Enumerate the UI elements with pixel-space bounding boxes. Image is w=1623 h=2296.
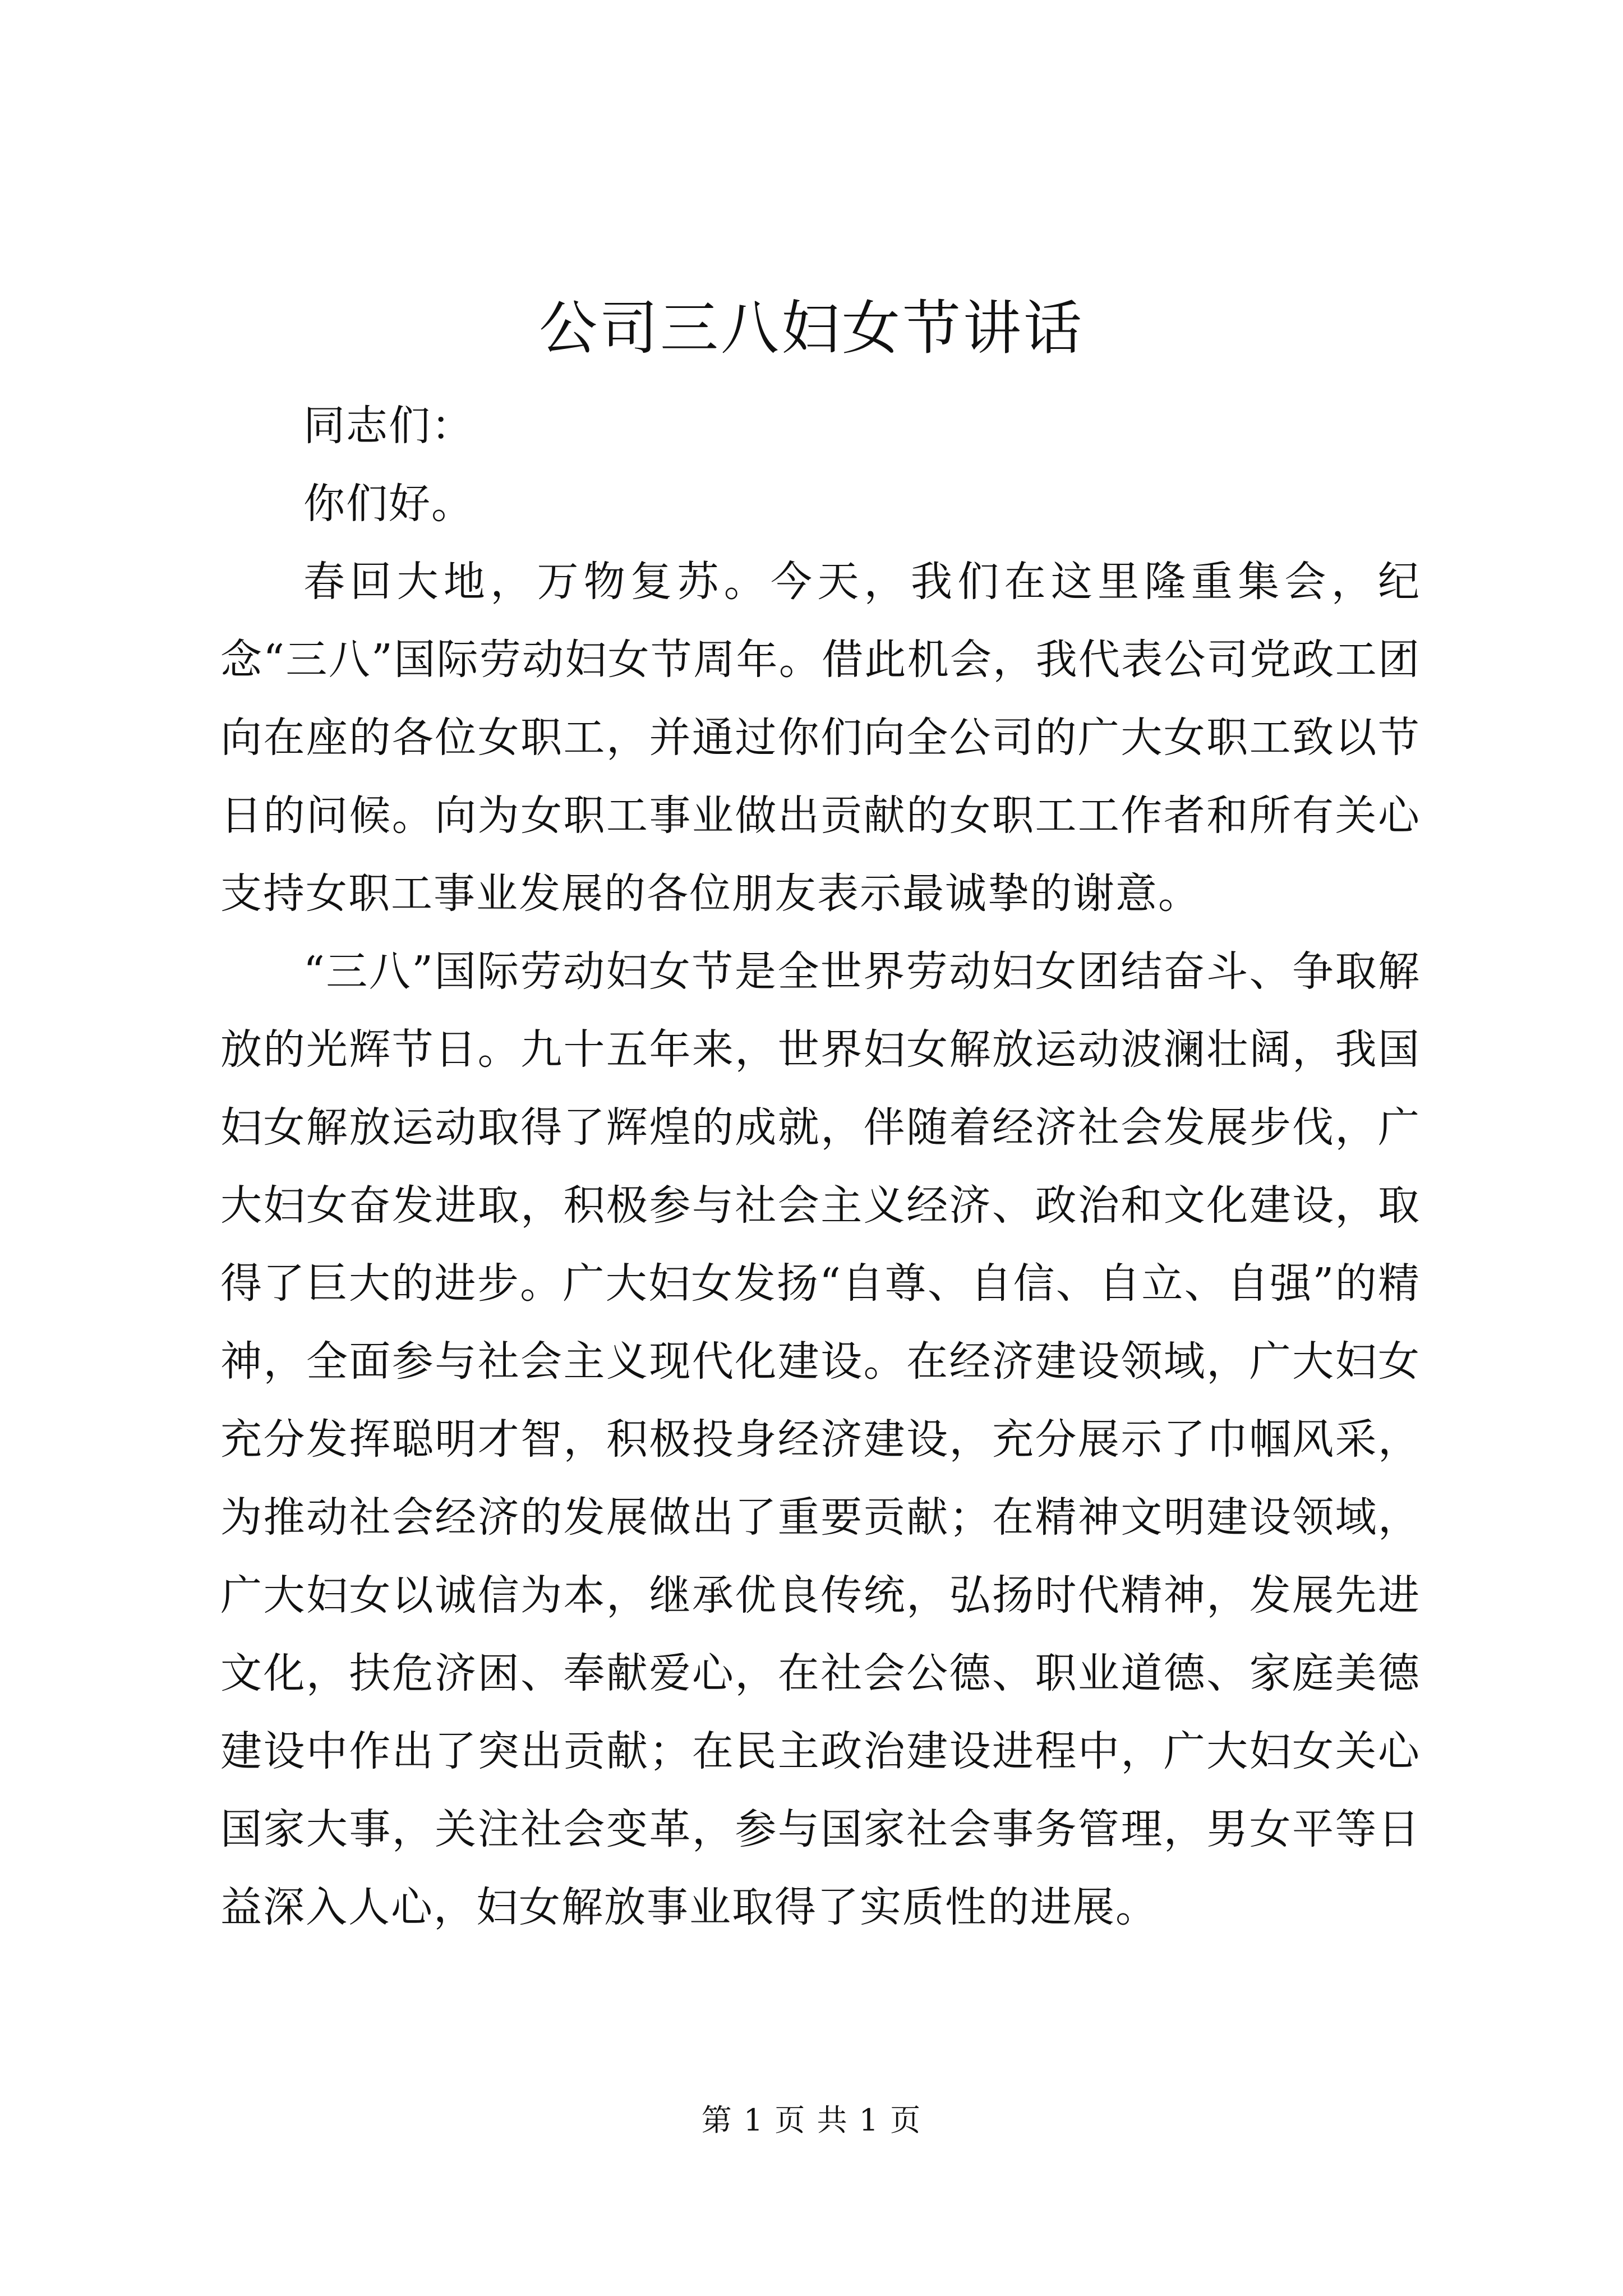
paragraph-intro: 春回大地，万物复苏。今天，我们在这里隆重集会，纪念“三八”国际劳动妇女节周年。借此机会，我代表公司党政工团向在座的各位女职工，并通过你们向全公司的广大女职工致以节日的问候。向为女职工事业做出贡献的女职工工作者和所有关心支持女职工事业发展的各位朋友表示最诚挚的谢意。 bbox=[220, 558, 1421, 918]
greeting: 你们好。 bbox=[303, 480, 474, 528]
page-number-footer: 第 1 页 共 1 页 bbox=[701, 2102, 922, 2138]
salutation: 同志们： bbox=[303, 402, 474, 450]
document-title: 公司三八妇女节讲话 bbox=[538, 294, 1084, 362]
document-body bbox=[220, 387, 1421, 1947]
paragraph-history: “三八”国际劳动妇女节是全世界劳动妇女团结奋斗、争取解放的光辉节日。九十五年来，世界妇女解放运动波澜壮阔，我国妇女解放运动取得了辉煌的成就，伴随着经济社会发展步伐，广大妇女奋发进取，积极参与社会主义经济、政治和文化建设，取得了巨大的进步。广大妇女发扬“自尊、自信、自立、自强”的精神，全面参与社会主义现代化建设。在经济建设领域，广大妇女充分发挥聪明才智，积极投身经济建设，充分展示了巾帼风采，为推动社会经济的发展做出了重要贡献；在精神文明建设领域，广大妇女以诚信为本，继承优良传统，弘扬时代精神，发展先进文化，扶危济困、奉献爱心，在社会公德、职业道德、家庭美德建设中作出了突出贡献；在民主政治建设进程中，广大妇女关心国家大事，关注社会变革，参与国家社会事务管理，男女平等日益深入人心，妇女解放事业取得了实质性的进展。 bbox=[220, 947, 1421, 1931]
